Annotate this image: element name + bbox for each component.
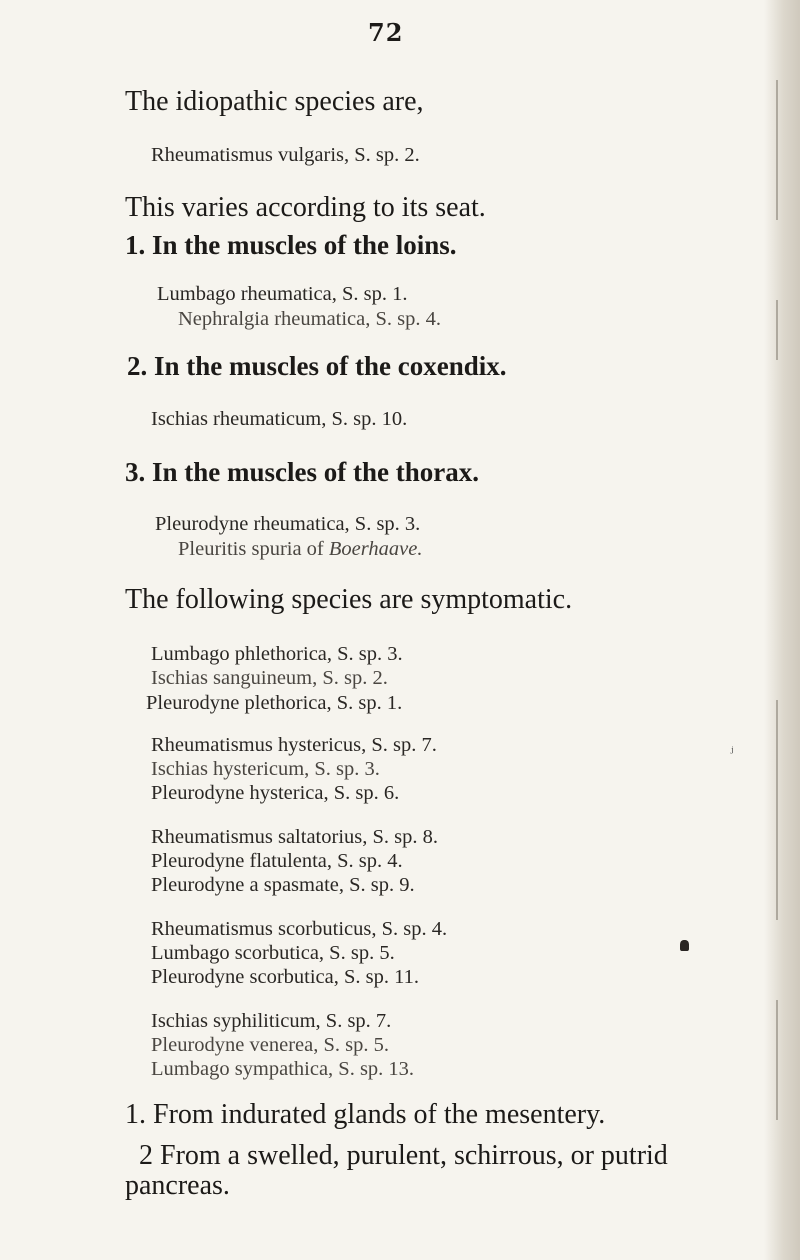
mesentery-line: 1. From indurated glands of the mesentery. xyxy=(125,1099,606,1130)
species-line: Pleurodyne plethorica, S. sp. 1. xyxy=(146,692,403,714)
species-line: Lumbago sympathica, S. sp. 13. xyxy=(151,1058,415,1080)
section-heading-thorax: 3. In the muscles of the thorax. xyxy=(125,457,479,487)
pancreas-line-2: pancreas. xyxy=(125,1170,230,1201)
edge-line xyxy=(776,700,778,920)
species-line: Pleurodyne venerea, S. sp. 5. xyxy=(151,1034,389,1056)
species-line: Pleurodyne flatulenta, S. sp. 4. xyxy=(151,850,403,872)
species-line: Pleurodyne rheumatica, S. sp. 3. xyxy=(155,513,421,535)
edge-line xyxy=(776,1000,778,1120)
ink-blot xyxy=(680,940,689,951)
species-line: Ischias hystericum, S. sp. 3. xyxy=(151,758,380,780)
species-line: Lumbago scorbutica, S. sp. 5. xyxy=(151,942,395,964)
species-line xyxy=(178,538,422,561)
species-line: Nephralgia rheumatica, S. sp. 4. xyxy=(178,308,442,330)
symptomatic-heading: The following species are symptomatic. xyxy=(125,584,573,615)
author-name: Boerhaave. xyxy=(328,538,423,560)
species-line: Rheumatismus hystericus, S. sp. 7. xyxy=(151,734,437,756)
species-line: Ischias rheumaticum, S. sp. 10. xyxy=(151,408,408,430)
pleuritis-text: Pleuritis spuria of xyxy=(178,538,329,560)
species-line: Lumbago phlethorica, S. sp. 3. xyxy=(151,643,403,665)
seat-text: This varies according to its seat. xyxy=(125,192,486,223)
species-line: Ischias sanguineum, S. sp. 2. xyxy=(151,667,388,689)
edge-line xyxy=(776,300,778,360)
species-line: Rheumatismus saltatorius, S. sp. 8. xyxy=(151,826,438,848)
species-line: Pleurodyne hysterica, S. sp. 6. xyxy=(151,782,400,804)
species-line: Pleurodyne a spasmate, S. sp. 9. xyxy=(151,874,415,896)
pancreas-line: 2 From a swelled, purulent, schirrous, or putrid xyxy=(139,1140,668,1171)
species-line: Lumbago rheumatica, S. sp. 1. xyxy=(157,283,408,305)
species-line: Pleurodyne scorbutica, S. sp. 11. xyxy=(151,966,419,988)
species-line: Rheumatismus scorbuticus, S. sp. 4. xyxy=(151,918,448,940)
intro-text: The idiopathic species are, xyxy=(125,86,424,117)
species-line: Rheumatismus vulgaris, S. sp. 2. xyxy=(151,144,420,166)
page-edge xyxy=(764,0,800,1260)
margin-mark: ⱼ xyxy=(730,740,734,756)
section-heading-coxendix: 2. In the muscles of the coxendix. xyxy=(127,351,507,381)
species-line: Ischias syphiliticum, S. sp. 7. xyxy=(151,1010,392,1032)
page-number: 72 xyxy=(368,18,404,47)
edge-line xyxy=(776,80,778,220)
section-heading-loins: 1. In the muscles of the loins. xyxy=(125,230,457,260)
